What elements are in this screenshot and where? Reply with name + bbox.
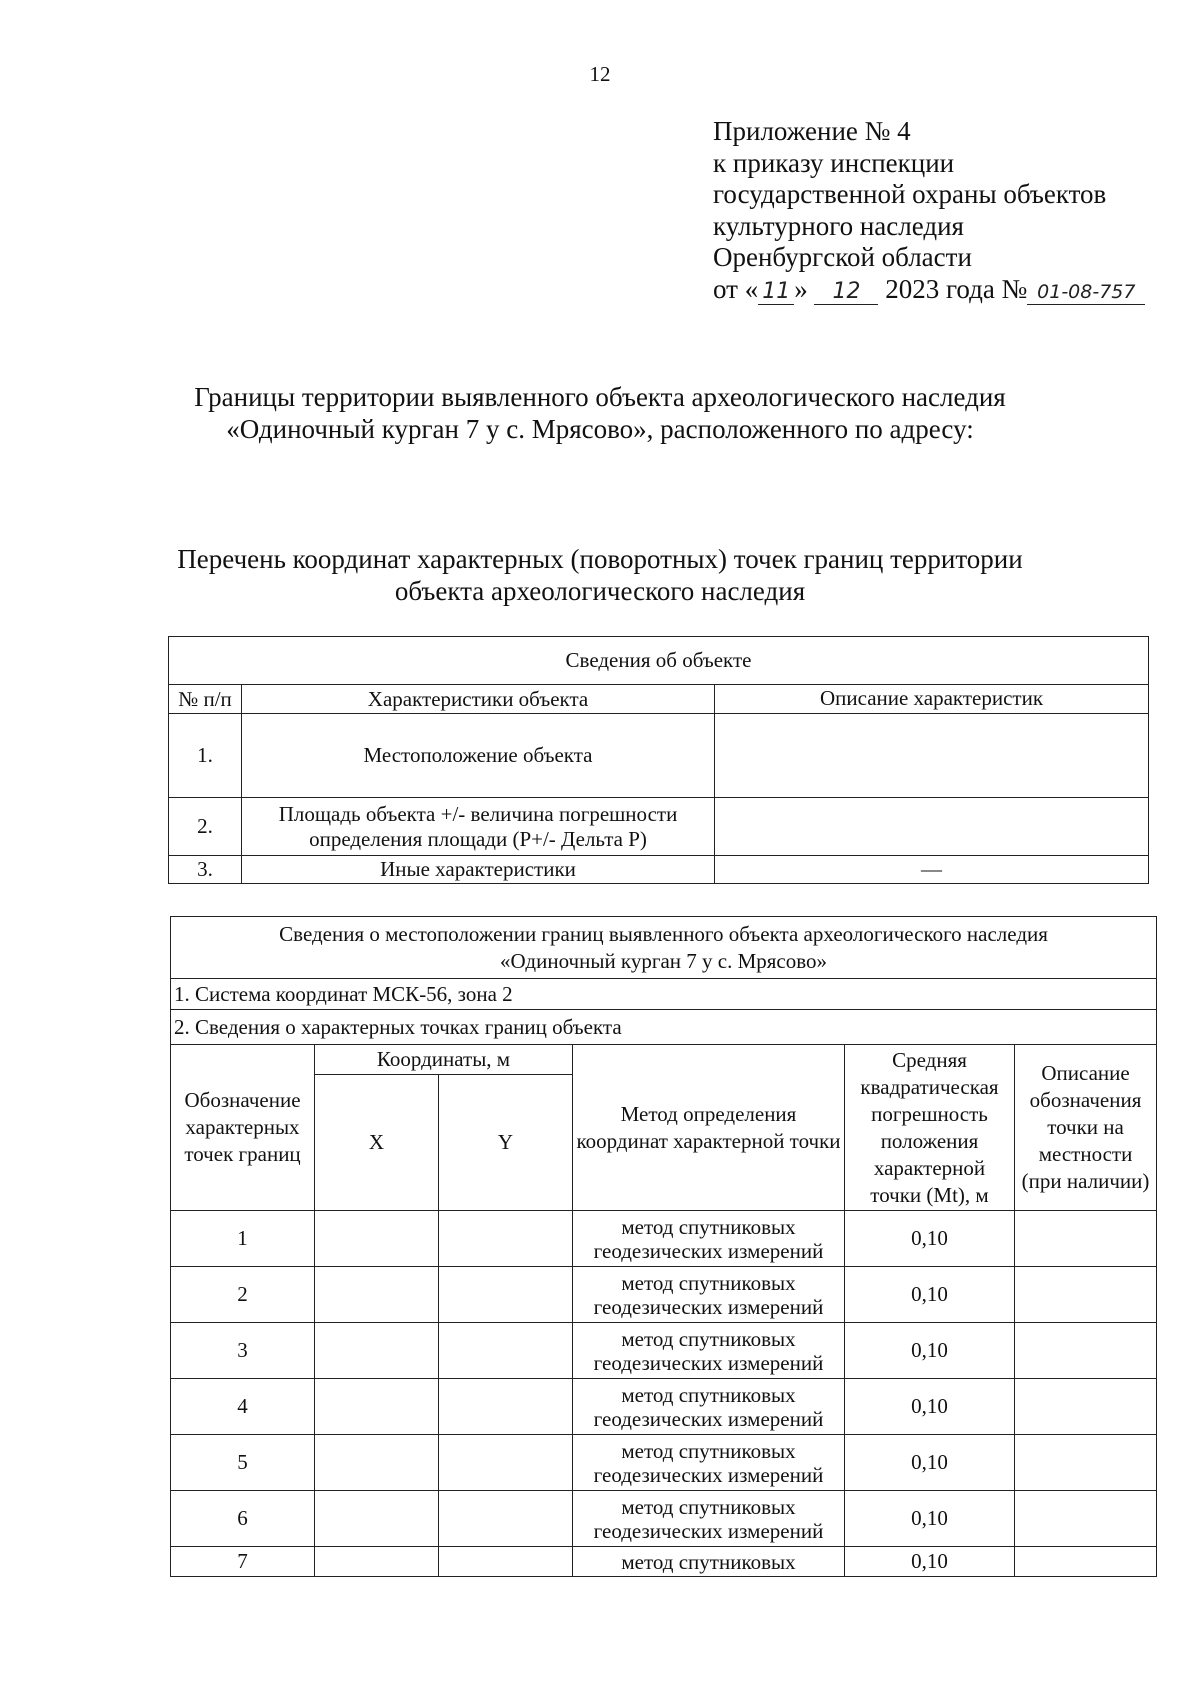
point-id: 5 [171, 1435, 315, 1491]
appendix-line: государственной охраны объектов [713, 179, 1107, 209]
appendix-date-line: от « 11 » 12 2023 года № 01-08-757 [713, 274, 1145, 306]
table-row [171, 1547, 1157, 1577]
location-table-header [171, 917, 1157, 979]
object-info-table [168, 636, 1149, 884]
header-line: Сведения о местоположении границ выявленного объекта археологического наследия [279, 921, 1048, 946]
row-label: Иные характеристики [242, 856, 715, 884]
point-y [439, 1323, 573, 1379]
document-title [0, 381, 1200, 445]
col-header-error: Средняя квадратическая погрешность положения характерной точки (Mt), м [845, 1045, 1015, 1211]
col-header-method: Метод определения координат характерной точки [573, 1045, 845, 1211]
point-id: 1 [171, 1211, 315, 1267]
subtitle-line: Перечень координат характерных (поворотных) точек границ территории [177, 544, 1023, 574]
col-header-y: Y [439, 1075, 573, 1211]
row-desc: — [715, 856, 1149, 884]
row-desc [715, 714, 1149, 798]
point-method: метод спутниковых [573, 1547, 845, 1577]
point-id: 3 [171, 1323, 315, 1379]
point-y [439, 1491, 573, 1547]
point-y [439, 1267, 573, 1323]
point-error: 0,10 [845, 1379, 1015, 1435]
appendix-line: культурного наследия [713, 210, 964, 241]
row-num: 1. [169, 714, 242, 798]
title-line: Границы территории выявленного объекта археологического наследия [194, 382, 1006, 412]
point-description [1015, 1435, 1157, 1491]
point-x [315, 1267, 439, 1323]
point-x [315, 1323, 439, 1379]
appendix-line: к приказу инспекции [713, 147, 955, 178]
date-prefix: от [713, 273, 738, 304]
point-x [315, 1211, 439, 1267]
point-y [439, 1379, 573, 1435]
section-title [0, 543, 1200, 607]
point-description [1015, 1323, 1157, 1379]
table-row [169, 798, 1149, 856]
col-header-characteristic: Характеристики объекта [242, 685, 715, 714]
point-y [439, 1435, 573, 1491]
row-desc [715, 798, 1149, 856]
table-row [169, 856, 1149, 884]
point-x [315, 1379, 439, 1435]
points-info: 2. Сведения о характерных точках границ объекта [171, 1010, 1157, 1045]
point-error: 0,10 [845, 1435, 1015, 1491]
point-id: 7 [171, 1547, 315, 1577]
point-description [1015, 1547, 1157, 1577]
point-method: метод спутниковых геодезических измерений [573, 1267, 845, 1323]
row-label: Местоположение объекта [242, 714, 715, 798]
point-x [315, 1491, 439, 1547]
point-x [315, 1435, 439, 1491]
col-header-point-description: Описание обозначения точки на местности (при наличии) [1015, 1045, 1157, 1211]
row-label: Площадь объекта +/- величина погрешности определения площади (P+/- Дельта P) [242, 798, 715, 856]
table-row [171, 1211, 1157, 1267]
col-header-num: № п/п [169, 685, 242, 714]
table-row [171, 1267, 1157, 1323]
point-y [439, 1211, 573, 1267]
col-header-x: X [315, 1075, 439, 1211]
table-row [171, 1379, 1157, 1435]
appendix-block [713, 116, 1145, 305]
object-table-header: Сведения об объекте [169, 637, 1149, 685]
point-description [1015, 1379, 1157, 1435]
appendix-line: Оренбургской области [713, 242, 972, 272]
point-method: метод спутниковых геодезических измерений [573, 1491, 845, 1547]
table-row [171, 1491, 1157, 1547]
point-id: 6 [171, 1491, 315, 1547]
handwritten-order-number: 01-08-757 [1027, 280, 1145, 305]
year-text: 2023 года № [885, 273, 1028, 304]
col-header-coordinates: Координаты, м [315, 1045, 573, 1075]
table-row [169, 714, 1149, 798]
point-description [1015, 1211, 1157, 1267]
point-description [1015, 1491, 1157, 1547]
point-error: 0,10 [845, 1491, 1015, 1547]
point-error: 0,10 [845, 1547, 1015, 1577]
point-id: 2 [171, 1267, 315, 1323]
col-header-designation: Обозначение характерных точек границ [171, 1045, 315, 1211]
row-num: 3. [169, 856, 242, 884]
table-row [171, 1323, 1157, 1379]
row-num: 2. [169, 798, 242, 856]
point-y [439, 1547, 573, 1577]
handwritten-month: 12 [814, 280, 878, 305]
col-header-description: Описание характеристик [715, 685, 1149, 714]
page-number: 12 [589, 62, 611, 86]
location-table [170, 916, 1157, 1577]
coord-system: 1. Система координат МСК-56, зона 2 [171, 979, 1157, 1010]
point-error: 0,10 [845, 1267, 1015, 1323]
point-error: 0,10 [845, 1211, 1015, 1267]
point-method: метод спутниковых геодезических измерений [573, 1211, 845, 1267]
point-method: метод спутниковых геодезических измерений [573, 1435, 845, 1491]
header-line: «Одиночный курган 7 у с. Мрясово» [500, 948, 828, 973]
point-error: 0,10 [845, 1323, 1015, 1379]
table-row [171, 1435, 1157, 1491]
point-method: метод спутниковых геодезических измерений [573, 1323, 845, 1379]
point-method: метод спутниковых геодезических измерений [573, 1379, 845, 1435]
title-line: «Одиночный курган 7 у с. Мрясово», расположенного по адресу: [226, 414, 974, 444]
point-description [1015, 1267, 1157, 1323]
handwritten-day: 11 [758, 280, 794, 305]
point-id: 4 [171, 1379, 315, 1435]
point-x [315, 1547, 439, 1577]
appendix-line: Приложение № 4 [713, 116, 911, 146]
subtitle-line: объекта археологического наследия [394, 576, 806, 606]
